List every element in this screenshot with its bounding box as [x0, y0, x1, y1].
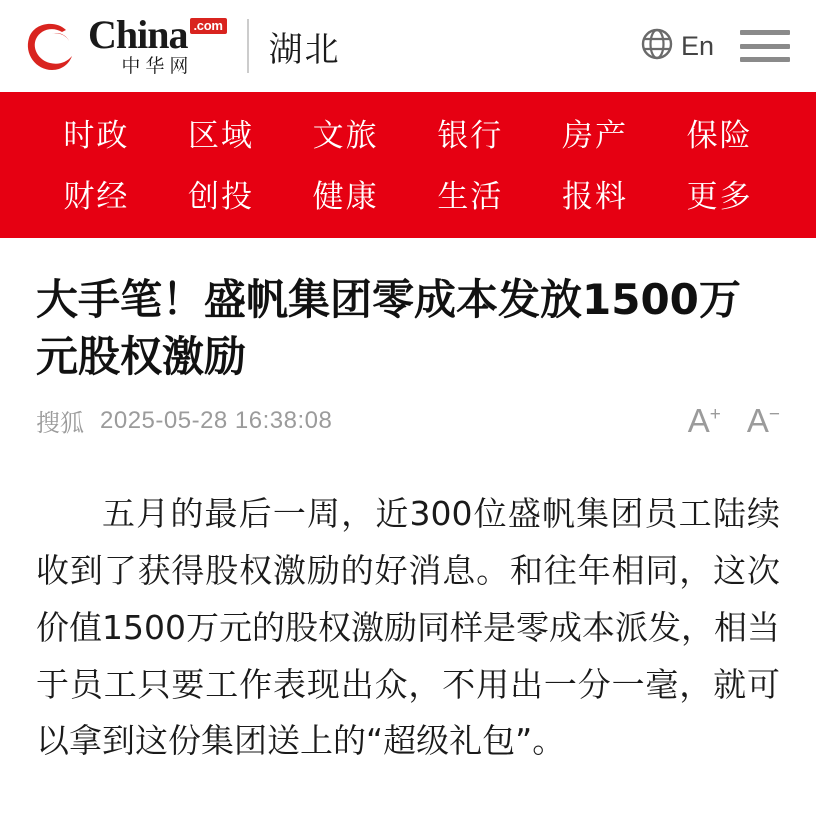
- logo-brand-tld: .com: [190, 18, 227, 34]
- nav-row-2: [34, 171, 782, 216]
- article-container: [0, 238, 816, 770]
- globe-icon: [640, 27, 674, 66]
- language-switch-button[interactable]: [640, 27, 714, 66]
- nav-item-chuangtou[interactable]: 创投: [187, 179, 254, 215]
- hamburger-menu-icon[interactable]: [740, 30, 790, 62]
- font-decrease-button[interactable]: A−: [746, 402, 780, 440]
- article-body: [36, 486, 780, 770]
- nav-item-gengduo[interactable]: 更多: [686, 179, 753, 215]
- language-label: En: [680, 30, 714, 61]
- menu-bar-3: [740, 57, 790, 62]
- nav-item-shizheng[interactable]: 时政: [63, 118, 130, 154]
- nav-item-shenghuo[interactable]: 生活: [437, 179, 504, 215]
- article-timestamp: 2025-05-28 16:38:08: [100, 406, 333, 434]
- font-increase-button[interactable]: A+: [687, 402, 721, 440]
- nav-item-jiankang[interactable]: 健康: [312, 179, 379, 215]
- category-nav: [0, 92, 816, 238]
- menu-bar-2: [740, 44, 790, 49]
- font-increase-sup: +: [709, 404, 721, 426]
- logo-wordmark: [88, 12, 227, 77]
- nav-item-fangchan[interactable]: 房产: [561, 118, 628, 154]
- nav-item-baoliao[interactable]: 报料: [561, 179, 628, 215]
- menu-bar-1: [740, 30, 790, 35]
- brush-c-logo-icon: [22, 18, 78, 74]
- logo-brand-cn: 中华网: [121, 55, 194, 77]
- nav-item-quyu[interactable]: 区域: [187, 118, 254, 154]
- nav-item-wenlv[interactable]: 文旅: [312, 118, 379, 154]
- nav-item-caijing[interactable]: 财经: [63, 179, 130, 215]
- article-meta: [36, 403, 780, 438]
- site-header: [0, 0, 816, 92]
- nav-row-1: [34, 110, 782, 155]
- site-region-label[interactable]: 湖北: [268, 29, 341, 70]
- font-decrease-sup: −: [768, 404, 780, 426]
- header-actions: [640, 27, 794, 66]
- article-paragraph: 五月的最后一周，近300位盛帆集团员工陆续收到了获得股权激励的好消息。和往年相同，这次价值1500万元的股权激励同样是零成本派发，相当于员工只要工作表现出众，不用出一分一毫，就可以拿到这份集团送上的“超级礼包”。: [36, 494, 780, 761]
- site-logo[interactable]: [22, 12, 227, 77]
- logo-brand-en: China: [88, 12, 188, 57]
- nav-item-baoxian[interactable]: 保险: [686, 118, 753, 154]
- nav-item-yinhang[interactable]: 银行: [437, 118, 504, 154]
- article-source: 搜狐: [36, 409, 84, 438]
- page-title: 大手笔！盛帆集团零成本发放1500万元股权激励: [36, 275, 741, 381]
- header-divider: [247, 19, 249, 73]
- font-size-controls: [687, 402, 780, 440]
